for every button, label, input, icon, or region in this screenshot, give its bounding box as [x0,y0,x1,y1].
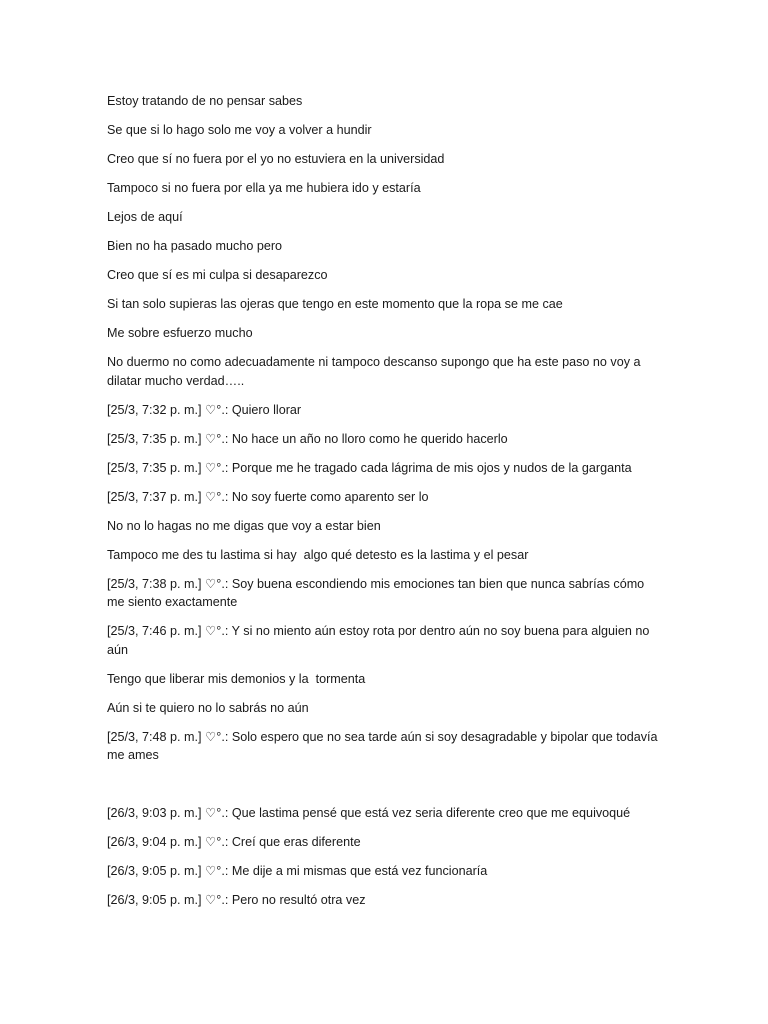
chat-message: [25/3, 7:35 p. m.] ♡°.: No hace un año no lloro como he querido hacerlo [107,431,508,446]
paragraph: Si tan solo supieras las ojeras que tengo en este momento que la ropa se me cae [107,297,563,311]
chat-message: [25/3, 7:35 p. m.] ♡°.: Porque me he tragado cada lágrima de mis ojos y nudos de la garganta [107,460,632,475]
paragraph: Se que si lo hago solo me voy a volver a hundir [107,123,372,137]
blank-line [107,775,663,794]
paragraph: Tengo que liberar mis demonios y la tormenta [107,671,366,686]
chat-message: [25/3, 7:37 p. m.] ♡°.: No soy fuerte como aparento ser lo [107,489,429,504]
paragraph: No no lo hagas no me digas que voy a estar bien [107,518,381,533]
chat-message: [26/3, 9:03 p. m.] ♡°.: Que lastima pensé que está vez seria diferente creo que me equivoqué [107,806,631,820]
chat-message: [25/3, 7:48 p. m.] ♡°.: Solo espero que no sea tarde aún si soy desagradable y bipolar que todavía me ames [107,729,662,762]
paragraph: Creo que sí no fuera por el yo no estuviera en la universidad [107,152,445,166]
paragraph: Tampoco si no fuera por ella ya me hubiera ido y estaría [107,181,421,195]
paragraph: Me sobre esfuerzo mucho [107,326,253,340]
chat-message: [25/3, 7:46 p. m.] ♡°.: Y si no miento aún estoy rota por dentro aún no soy buena para alguien no aún [107,624,653,657]
paragraph: No duermo no como adecuadamente ni tampoco descanso supongo que ha este paso no voy a dilatar mucho verdad….. [107,355,644,388]
paragraph: Estoy tratando de no pensar sabes [107,94,303,108]
paragraph: Bien no ha pasado mucho pero [107,239,283,253]
chat-message: [26/3, 9:05 p. m.] ♡°.: Pero no resultó otra vez [107,893,366,907]
document-body [107,92,663,920]
paragraph: Creo que sí es mi culpa si desaparezco [107,268,328,282]
paragraph: Tampoco me des tu lastima si hay algo qué detesto es la lastima y el pesar [107,547,529,562]
chat-message: [26/3, 9:05 p. m.] ♡°.: Me dije a mi mismas que está vez funcionaría [107,864,488,878]
chat-message: [26/3, 9:04 p. m.] ♡°.: Creí que eras diferente [107,835,361,849]
chat-message: [25/3, 7:38 p. m.] ♡°.: Soy buena escondiendo mis emociones tan bien que nunca sabrías cómo me siento exactamente [107,576,648,609]
paragraph: Aún si te quiero no lo sabrás no aún [107,700,309,715]
chat-message: [25/3, 7:32 p. m.] ♡°.: Quiero llorar [107,402,302,417]
paragraph: Lejos de aquí [107,210,183,224]
